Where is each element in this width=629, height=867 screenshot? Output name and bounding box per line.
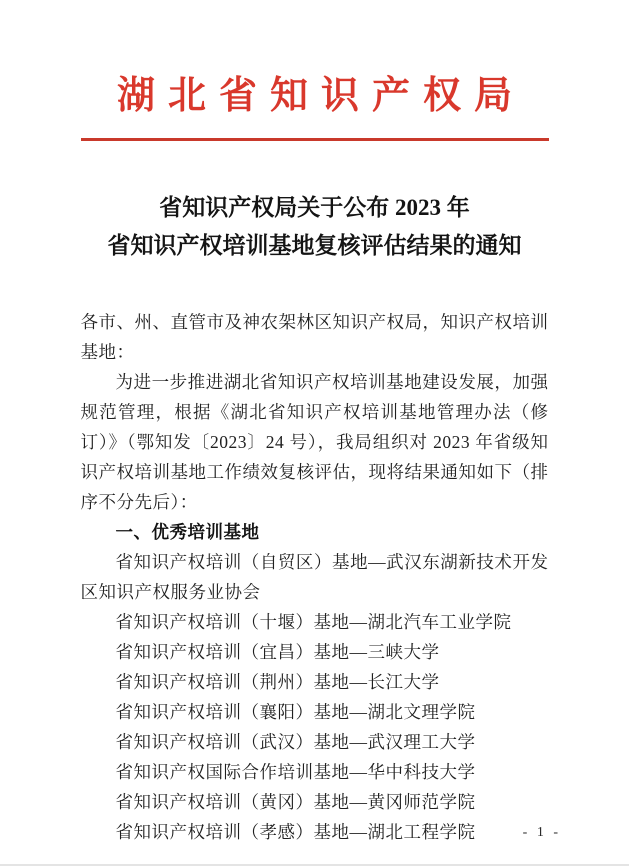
list-item: 省知识产权培训（襄阳）基地—湖北文理学院 <box>115 702 476 722</box>
letterhead-title: 湖北省知识产权局 <box>116 75 525 117</box>
list-item: 省知识产权培训（黄冈）基地—黄冈师范学院 <box>115 792 476 812</box>
page-number: - 1 - <box>522 825 561 840</box>
list-item: 省知识产权培训（孝感）基地—湖北工程学院 <box>115 822 476 842</box>
salutation-line: 各市、州、直管市及神农架林区知识产权局，知识产权培训基地： <box>80 312 549 362</box>
page-bottom-edge <box>0 864 629 866</box>
list-item: 省知识产权培训（荆州）基地—长江大学 <box>115 672 440 692</box>
list-item: 省知识产权培训（十堰）基地—湖北汽车工业学院 <box>115 612 512 632</box>
list-item: 省知识产权培训（自贸区）基地—武汉东湖新技术开发区知识产权服务业协会 <box>80 552 549 602</box>
intro-paragraph: 为进一步推进湖北省知识产权培训基地建设发展，加强规范管理，根据《湖北省知识产权培训基地管理办法（修订）》（鄂知发〔2023〕24 号），我局组织对 2023 年省级知识产权培训基地工作绩效复核评估，现将结果通知如下（排序不分先后）： <box>80 372 549 512</box>
list-item: 省知识产权国际合作培训基地—华中科技大学 <box>115 762 476 782</box>
document-body <box>81 307 549 847</box>
list-item: 省知识产权培训（武汉）基地—武汉理工大学 <box>115 732 476 752</box>
document-title <box>0 189 629 265</box>
section-heading: 一、优秀培训基地 <box>115 522 260 542</box>
document-title-line-1: 省知识产权局关于公布 2023 年 <box>159 195 470 220</box>
document-title-line-2: 省知识产权培训基地复核评估结果的通知 <box>107 233 522 258</box>
letterhead-divider <box>81 138 549 141</box>
list-item: 省知识产权培训（宜昌）基地—三峡大学 <box>115 642 440 662</box>
